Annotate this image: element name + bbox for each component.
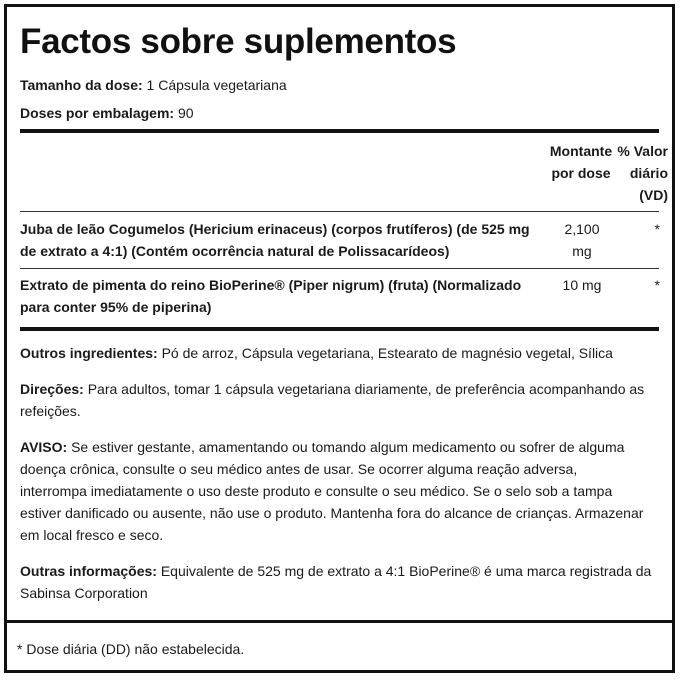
directions: Direções: Para adultos, tomar 1 cápsula vegetariana diariamente, de preferência acompanhando as refeições. <box>20 381 645 419</box>
other-information-label: Outras informações: <box>20 563 157 579</box>
divider-thin <box>20 268 659 269</box>
panel-title: Factos sobre suplementos <box>20 22 457 61</box>
footnote: * Dose diária (DD) não estabelecida. <box>17 641 245 657</box>
directions-label: Direções: <box>20 381 84 397</box>
ingredient-amount: 10 mg <box>562 277 602 293</box>
other-ingredients-text: Pó de arroz, Cápsula vegetariana, Estearato de magnésio vegetal, Sílica <box>161 345 613 361</box>
daily-value-header: % Valor diário (VD) <box>617 143 668 203</box>
serving-size <box>20 77 287 93</box>
warning-label: AVISO: <box>20 439 68 455</box>
supplement-facts-panel <box>4 4 675 673</box>
serving-size-value: 1 Cápsula vegetariana <box>146 77 287 93</box>
servings-per-container-value: 90 <box>177 105 194 121</box>
divider-thick <box>7 620 672 623</box>
servings-per-container <box>20 105 194 121</box>
ingredient-name: Extrato de pimenta do reino BioPerine® (Piper nigrum) (fruta) (Normalizado para conter 95% de piperina) <box>20 277 522 315</box>
ingredient-daily-value: * <box>654 221 660 237</box>
ingredient-daily-value: * <box>654 277 660 293</box>
other-ingredients <box>20 342 659 364</box>
divider-thick <box>20 327 659 331</box>
warning: AVISO: Se estiver gestante, amamentando ou tomando algum medicamento ou sofrer de alguma doença crônica, consulte o seu médico antes de usar. Se ocorrer alguma reação adversa, interrompa imediatamente o uso deste produto e consulte o seu médico. Se o selo sob a tampa estiver danificado ou ausente, não use o produto. Mantenha fora do alcance de crianças. Armazenar em local fresco e seco. <box>20 439 644 543</box>
panel-content <box>20 7 668 670</box>
ingredient-name: Juba de leão Cogumelos (Hericium erinaceus) (corpos frutíferos) (de 525 mg de extrato a 4:1) (Contém ocorrência natural de Polissacarídeos) <box>20 221 530 259</box>
ingredient-amount: 2,100 mg <box>564 221 600 259</box>
servings-per-container-label: Doses por embalagem: <box>20 105 175 121</box>
amount-per-serving-header: Montante por dose <box>549 143 613 181</box>
serving-size-label: Tamanho da dose: <box>20 77 143 93</box>
divider-thick <box>20 129 659 133</box>
other-ingredients-label: Outros ingredientes: <box>20 345 158 361</box>
divider-thin <box>20 211 659 212</box>
other-information: Outras informações: Equivalente de 525 mg de extrato a 4:1 BioPerine® é uma marca registrada da Sabinsa Corporation <box>20 563 652 601</box>
